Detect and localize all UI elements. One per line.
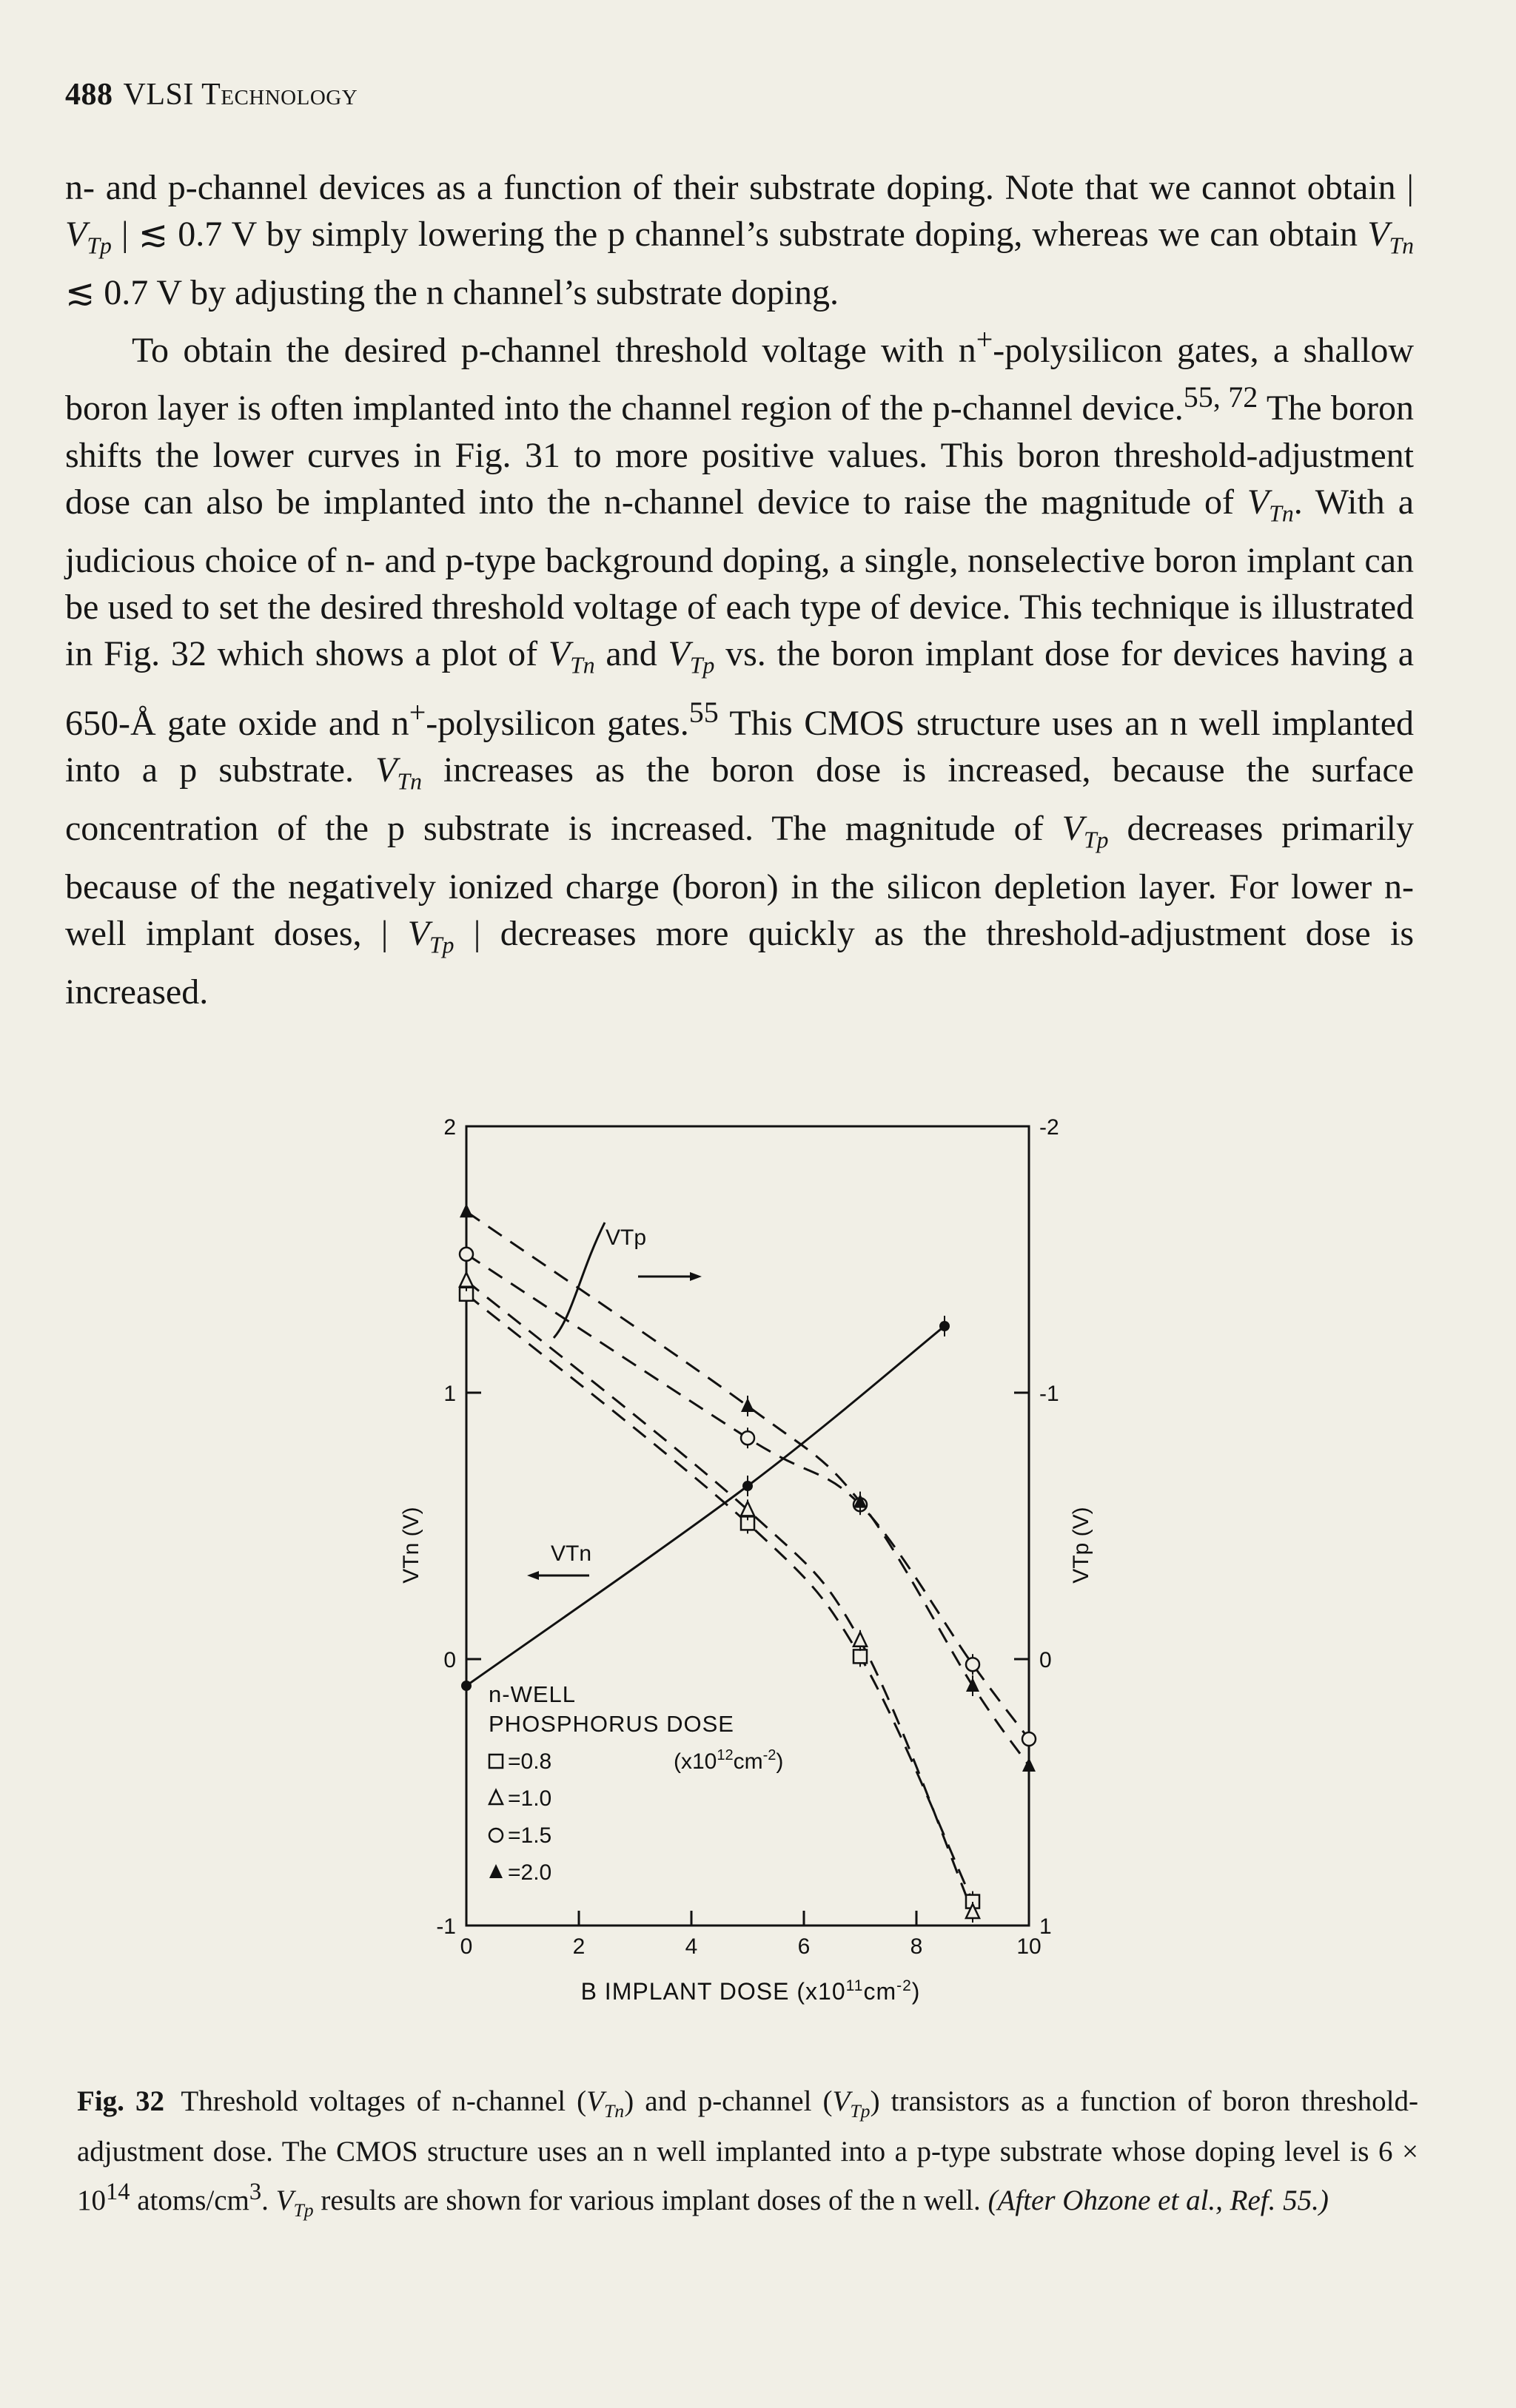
p2-e: and: [606, 634, 657, 674]
p2-i: increases as the boron dose is increased, because the surface concentration of the p substrate is increased. The magnitude of: [65, 750, 1415, 848]
p2-j: decreases primarily because of the negatively ionized charge (boron) in the silicon depletion layer. For lower n-well implant doses, |: [65, 808, 1415, 953]
x-tick-label: 0: [460, 1934, 473, 1959]
data-point: [460, 1273, 473, 1287]
x-tick-label: 6: [797, 1934, 811, 1959]
right-axis-label: VTp (V): [1069, 1507, 1093, 1584]
left-axis-label: VTn (V): [399, 1507, 423, 1584]
data-point: [460, 1203, 473, 1217]
x-tick-label: 4: [685, 1934, 698, 1959]
legend-entry-label: =2.0: [508, 1860, 552, 1885]
y-right-tick-label: -1: [1039, 1382, 1059, 1406]
paragraph-1: [65, 164, 1414, 316]
caption-label: Fig. 32: [77, 2085, 165, 2117]
vtp-bracket: [554, 1223, 605, 1338]
data-point: [853, 1632, 867, 1647]
data-point: [741, 1398, 754, 1412]
sup-plus: +: [409, 695, 426, 729]
series-line: [466, 1326, 945, 1686]
citation: 55: [688, 695, 719, 729]
var-vtp: $V_{Tp}$: [407, 913, 455, 958]
p2-k: | decreases more quickly as the threshold-adjustment dose is increased.: [65, 913, 1415, 1012]
data-point: [939, 1321, 950, 1331]
data-markers: [460, 1201, 1036, 1923]
legend-entry-label: =1.5: [508, 1823, 552, 1848]
var-vtn: $V_{Tn}$: [1367, 215, 1415, 259]
var-vtp: $V_{Tp}$: [65, 215, 112, 259]
x-tick-label: 8: [910, 1934, 923, 1959]
legend-marker: [489, 1755, 503, 1768]
data-point: [853, 1649, 867, 1663]
sup-plus: +: [976, 323, 993, 357]
legend-marker: [489, 1829, 503, 1842]
p2-d: . With a judicious choice of n- and p-type background doping, a single, nonselective boron implant can be used to set the desired threshold voltage of each type of device. This technique is illustrated in Fig. 32 which shows a plot of: [65, 482, 1415, 674]
paragraph-2: [65, 316, 1414, 1015]
legend-entry-label: =0.8: [508, 1749, 552, 1774]
y-left-tick-label: 0: [443, 1648, 456, 1672]
legend-entry-label: =1.0: [508, 1786, 552, 1811]
var-vtn: $V_{Tn}$: [586, 2085, 625, 2122]
data-point: [742, 1481, 753, 1491]
p1-c: ≲ 0.7 V by adjusting the n channel’s substrate doping.: [65, 273, 839, 312]
body-text: [65, 164, 1414, 1015]
curve-label-vtp: VTp: [606, 1225, 647, 1250]
p2-f: vs. the boron implant dose for devices having a 650-Å gate oxide and n: [65, 634, 1415, 743]
p1-a: n- and p-channel devices as a function of their substrate doping. Note that we cannot obtain |: [65, 168, 1414, 207]
page-number: 488: [65, 78, 113, 112]
figure-32: [355, 1101, 1110, 2026]
legend-marker: [489, 1864, 503, 1878]
var-vtn: $V_{Tn}$: [1247, 482, 1294, 527]
data-point: [741, 1431, 754, 1445]
threshold-voltage-chart: [355, 1101, 1110, 2026]
data-point: [1022, 1732, 1036, 1746]
var-vtp: $V_{Tp}$: [275, 2184, 314, 2221]
var-vtp: $V_{Tp}$: [1061, 808, 1109, 853]
y-left-tick-label: 2: [443, 1115, 456, 1140]
x-tick-label: 10: [1016, 1934, 1042, 1959]
y-left-tick-label: 1: [443, 1382, 456, 1406]
data-point: [460, 1248, 473, 1261]
y-right-tick-label: 0: [1039, 1648, 1052, 1672]
vtp-arrow-head: [690, 1272, 702, 1281]
p1-b: | ≲ 0.7 V by simply lowering the p channel’s substrate doping, whereas we can obtain: [121, 215, 1358, 255]
p2-g: -polysilicon gates.: [426, 703, 689, 743]
curve-label-vtn: VTn: [551, 1541, 592, 1566]
legend: [489, 1749, 551, 1885]
legend-title-1: n-WELL: [489, 1681, 576, 1707]
p2-a: To obtain the desired p-channel threshold voltage with n: [132, 331, 976, 371]
x-axis-label: B IMPLANT DOSE $(x10^{11}cm^{-2})$: [580, 1977, 921, 2005]
var-vtp: $V_{Tp}$: [668, 634, 715, 679]
y-right-tick-label: -2: [1039, 1115, 1059, 1140]
p2-c: The boron shifts the lower curves in Fig. 31 to more positive values. This boron threshold-adjustment dose can also be implanted into the n-channel device to raise the magnitude of: [65, 389, 1414, 522]
data-point: [966, 1658, 979, 1671]
var-vtn: $V_{Tn}$: [375, 750, 422, 795]
citation: 55, 72: [1183, 380, 1258, 414]
vtn-arrow-head: [527, 1571, 539, 1580]
y-right-tick-label: 1: [1039, 1914, 1052, 1939]
caption-reference: (After Ohzone et al., Ref. 55.): [987, 2184, 1329, 2216]
data-point: [741, 1501, 754, 1516]
series-line: [466, 1281, 973, 1912]
y-left-tick-label: -1: [436, 1914, 456, 1939]
legend-units: $(x10^{12}cm^{-2})$: [674, 1747, 784, 1774]
figure-caption: Fig. 32 Threshold voltages of n-channel $(V_{Tn})$ and p-channel $(V_{Tp})$ transistors as a function of boron threshold-adjustment dose. The CMOS structure uses an n well implanted into a p-type substrate whose doping level is $6 \times 10^{14}$ atoms/$cm^3$. $V_{Tp}$ results are shown for various implant doses of the n well. (After Ohzone et al., Ref. 55.): [77, 2085, 1418, 2221]
var-vtp: $V_{Tp}$: [832, 2085, 871, 2122]
legend-title-2: PHOSPHORUS DOSE: [489, 1711, 734, 1737]
data-point: [461, 1681, 472, 1691]
legend-marker: [489, 1790, 503, 1804]
running-title: VLSI Technology: [123, 78, 358, 112]
data-point: [1022, 1758, 1036, 1772]
page-header: [65, 77, 358, 112]
p2-b: -polysilicon gates, a shallow boron layer is often implanted into the channel region of the p-channel device.: [65, 331, 1415, 428]
caption-text: Threshold voltages of n-channel (: [181, 2085, 587, 2117]
p2-h: This CMOS structure uses an n well implanted into a p substrate.: [65, 703, 1415, 790]
var-vtn: $V_{Tn}$: [548, 634, 595, 679]
x-tick-label: 2: [572, 1934, 586, 1959]
